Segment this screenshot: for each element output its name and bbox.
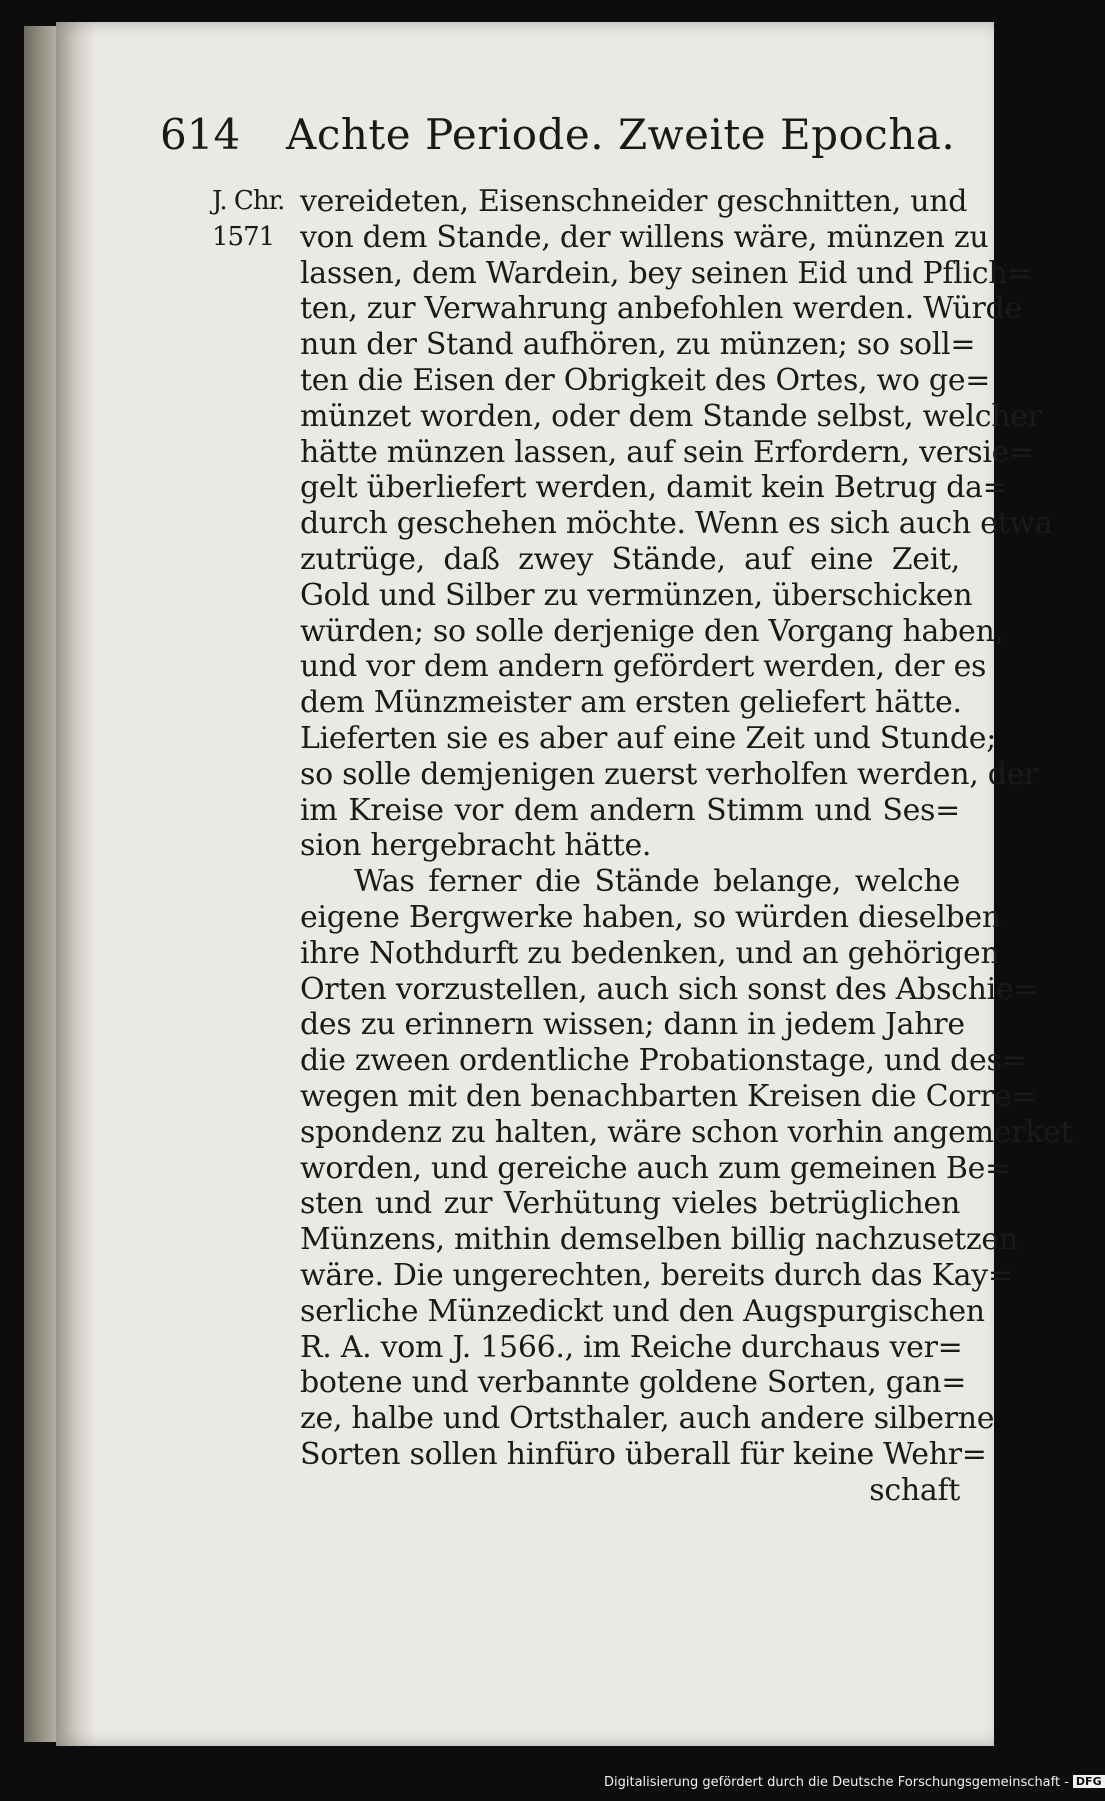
text-line: vereideten, Eisenschneider geschnitten, und <box>300 184 968 219</box>
margin-year: 1571 <box>212 222 275 252</box>
text-line: ten die Eisen der Obrigkeit des Ortes, wo ge= <box>300 362 991 398</box>
text-line: im Kreise vor dem andern Stimm und Ses= <box>300 792 960 828</box>
page-number: 614 <box>160 110 241 159</box>
text-line: wegen mit den benachbarten Kreisen die Corre= <box>300 1078 1037 1114</box>
text-line: Sorten sollen hinfüro überall für keine Wehr= <box>300 1436 987 1472</box>
text-line: zutrüge, daß zwey Stände, auf eine Zeit, <box>300 541 960 577</box>
text-line: münzet worden, oder dem Stande selbst, welcher <box>300 398 1042 434</box>
text-line: Gold und Silber zu vermünzen, überschicken <box>300 577 973 613</box>
text-line: dem Münzmeister am ersten geliefert hätte. <box>300 685 962 721</box>
text-line: Orten vorzustellen, auch sich sonst des Abschie= <box>300 971 1039 1007</box>
text-line: lassen, dem Wardein, bey seinen Eid und Pflich= <box>300 255 1033 291</box>
text-line: würden; so solle derjenige den Vorgang haben, <box>300 613 1004 649</box>
text-line: durch geschehen möchte. Wenn es sich auch etwa <box>300 506 1053 542</box>
text-line: sten und zur Verhütung vieles betrüglichen <box>300 1186 960 1222</box>
text-line: nun der Stand aufhören, zu münzen; so soll= <box>300 327 976 363</box>
text-line: ten, zur Verwahrung anbefohlen werden. Würde <box>300 291 1022 327</box>
catchword: schaft <box>869 1472 960 1508</box>
text-line: ihre Nothdurft zu bedenken, und an gehörigen <box>300 935 1000 971</box>
text-line: Lieferten sie es aber auf eine Zeit und Stunde; <box>300 720 997 756</box>
spine-shadow <box>56 22 96 1746</box>
text-line: botene und verbannte goldene Sorten, gan= <box>300 1365 967 1401</box>
text-line: hätte münzen lassen, auf sein Erfordern, versie= <box>300 434 1034 470</box>
text-line: Was ferner die Stände belange, welche <box>354 864 960 900</box>
text-line: worden, und gereiche auch zum gemeinen Be= <box>300 1150 1010 1186</box>
text-line: ze, halbe und Ortsthaler, auch andere silberne <box>300 1401 995 1437</box>
dfg-logo: DFG <box>1073 1775 1105 1788</box>
running-head: Achte Periode. Zweite Epocha. <box>286 110 956 159</box>
text-line: so solle demjenigen zuerst verholfen werden, der <box>300 756 1039 792</box>
text-line: die zween ordentliche Probationstage, und des= <box>300 1043 1027 1079</box>
text-line: wäre. Die ungerechten, bereits durch das Kay= <box>300 1257 1013 1293</box>
text-line: eigene Bergwerke haben, so würden dieselben <box>300 899 1001 935</box>
text-line: gelt überliefert werden, damit kein Betrug da= <box>300 470 1008 506</box>
text-line: und vor dem andern gefördert werden, der es <box>300 649 987 685</box>
text-line: spondenz zu halten, wäre schon vorhin angemerket <box>300 1114 1073 1150</box>
footer-text: Digitalisierung gefördert durch die Deutsche Forschungsgemeinschaft - <box>604 1775 1069 1790</box>
text-line: von dem Stande, der willens wäre, münzen zu <box>300 219 989 255</box>
body-text <box>300 184 1073 1508</box>
digitization-footer <box>604 1775 1105 1790</box>
text-line: sion hergebracht hätte. <box>300 828 652 864</box>
text-line: Münzens, mithin demselben billig nachzusetzen <box>300 1222 1018 1258</box>
margin-era: J. Chr. <box>212 186 285 216</box>
text-line: des zu erinnern wissen; dann in jedem Jahre <box>300 1007 965 1043</box>
text-line: R. A. vom J. 1566., im Reiche durchaus ver= <box>300 1329 963 1365</box>
text-line: serliche Münzedickt und den Augspurgischen <box>300 1293 985 1329</box>
